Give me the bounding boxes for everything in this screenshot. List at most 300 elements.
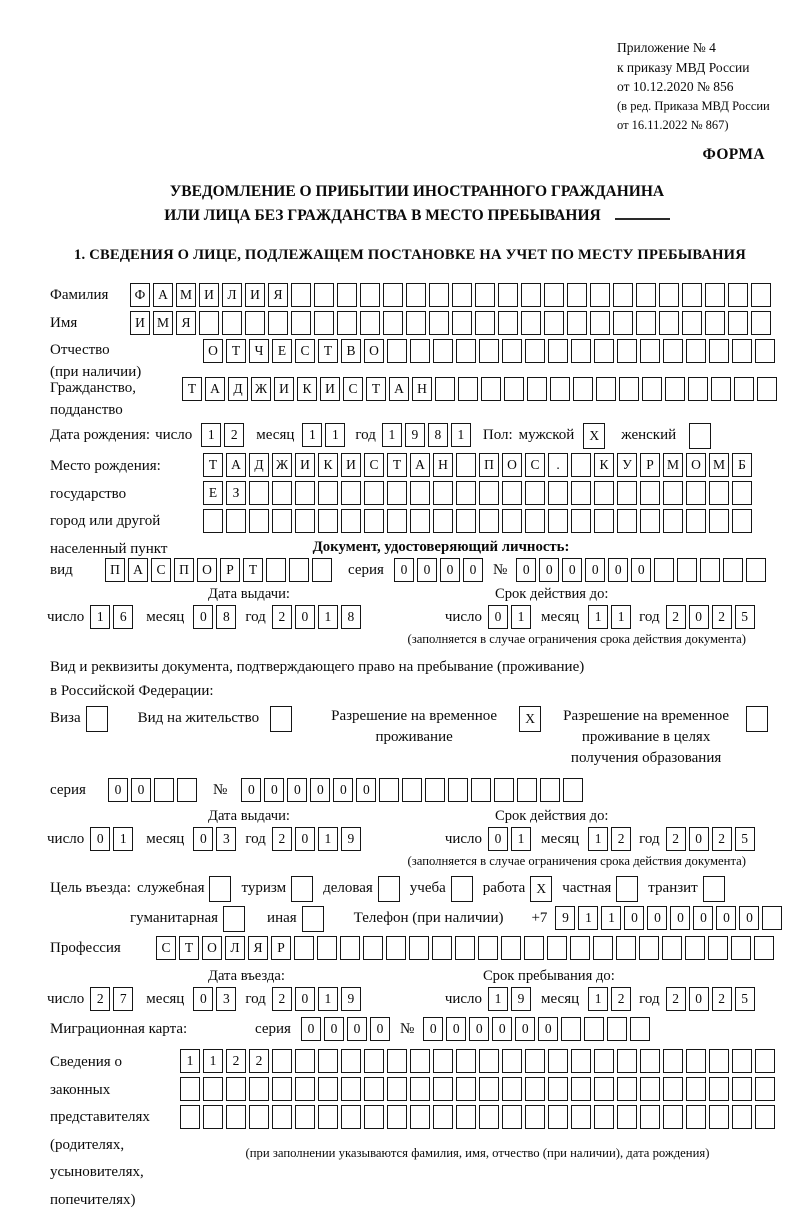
char-box[interactable] <box>659 311 679 335</box>
char-box[interactable] <box>751 283 771 307</box>
char-box[interactable]: С <box>156 936 176 960</box>
char-box[interactable]: 0 <box>131 778 151 802</box>
char-box[interactable] <box>340 936 360 960</box>
char-box[interactable]: 2 <box>90 987 110 1011</box>
char-box[interactable] <box>709 481 729 505</box>
checkbox-cell[interactable]: X <box>530 876 552 902</box>
char-box[interactable] <box>410 1077 430 1101</box>
char-box[interactable]: П <box>479 453 499 477</box>
char-box[interactable]: 2 <box>272 605 292 629</box>
char-box[interactable] <box>501 936 521 960</box>
char-box[interactable]: 2 <box>666 605 686 629</box>
checkbox-cell[interactable] <box>451 876 473 902</box>
char-box[interactable] <box>525 1105 545 1129</box>
char-box[interactable] <box>429 311 449 335</box>
char-box[interactable] <box>594 1049 614 1073</box>
char-box[interactable]: 9 <box>341 987 361 1011</box>
char-box[interactable] <box>540 778 560 802</box>
char-box[interactable] <box>363 936 383 960</box>
char-box[interactable]: 0 <box>585 558 605 582</box>
char-box[interactable]: И <box>199 283 219 307</box>
char-box[interactable] <box>709 1049 729 1073</box>
char-box[interactable] <box>268 311 288 335</box>
char-box[interactable] <box>563 778 583 802</box>
char-box[interactable] <box>567 311 587 335</box>
char-box[interactable] <box>364 1049 384 1073</box>
char-box[interactable]: 1 <box>511 605 531 629</box>
char-box[interactable] <box>456 481 476 505</box>
char-box[interactable] <box>590 311 610 335</box>
char-box[interactable] <box>410 509 430 533</box>
char-box[interactable]: 1 <box>611 605 631 629</box>
char-box[interactable] <box>341 1077 361 1101</box>
char-box[interactable]: Н <box>412 377 432 401</box>
char-box[interactable]: 0 <box>716 906 736 930</box>
char-box[interactable] <box>525 339 545 363</box>
char-box[interactable] <box>471 778 491 802</box>
char-box[interactable]: 9 <box>555 906 575 930</box>
char-box[interactable] <box>502 1077 522 1101</box>
char-box[interactable]: 0 <box>295 987 315 1011</box>
checkbox-cell[interactable] <box>291 876 313 902</box>
char-box[interactable]: 0 <box>488 827 508 851</box>
char-box[interactable] <box>295 1077 315 1101</box>
char-box[interactable] <box>364 481 384 505</box>
char-box[interactable] <box>295 1105 315 1129</box>
char-box[interactable] <box>312 558 332 582</box>
char-box[interactable] <box>455 936 475 960</box>
char-box[interactable]: Л <box>225 936 245 960</box>
char-box[interactable] <box>272 509 292 533</box>
char-box[interactable] <box>317 936 337 960</box>
char-box[interactable]: 0 <box>90 827 110 851</box>
char-box[interactable] <box>548 339 568 363</box>
checkbox-cell[interactable] <box>703 876 725 902</box>
char-box[interactable]: 0 <box>689 827 709 851</box>
char-box[interactable] <box>456 1105 476 1129</box>
char-box[interactable]: 1 <box>201 423 221 447</box>
char-box[interactable] <box>755 1049 775 1073</box>
char-box[interactable]: Я <box>248 936 268 960</box>
char-box[interactable]: М <box>153 311 173 335</box>
char-box[interactable] <box>456 453 476 477</box>
char-box[interactable]: Д <box>249 453 269 477</box>
char-box[interactable] <box>456 1077 476 1101</box>
char-box[interactable] <box>654 558 674 582</box>
char-box[interactable]: С <box>295 339 315 363</box>
char-box[interactable] <box>571 339 591 363</box>
char-box[interactable] <box>387 1105 407 1129</box>
char-box[interactable]: 2 <box>224 423 244 447</box>
char-box[interactable] <box>594 481 614 505</box>
char-box[interactable]: 2 <box>712 987 732 1011</box>
checkbox-cell[interactable] <box>746 706 768 732</box>
char-box[interactable]: 2 <box>611 827 631 851</box>
char-box[interactable]: Т <box>243 558 263 582</box>
char-box[interactable]: 0 <box>463 558 483 582</box>
char-box[interactable] <box>199 311 219 335</box>
char-box[interactable] <box>448 778 468 802</box>
char-box[interactable]: 1 <box>318 987 338 1011</box>
char-box[interactable] <box>548 509 568 533</box>
char-box[interactable] <box>617 1049 637 1073</box>
char-box[interactable] <box>272 1049 292 1073</box>
char-box[interactable]: А <box>205 377 225 401</box>
char-box[interactable] <box>594 1077 614 1101</box>
char-box[interactable] <box>504 377 524 401</box>
char-box[interactable]: 1 <box>382 423 402 447</box>
char-box[interactable]: 0 <box>689 605 709 629</box>
char-box[interactable] <box>203 509 223 533</box>
char-box[interactable] <box>295 1049 315 1073</box>
char-box[interactable] <box>291 311 311 335</box>
char-box[interactable] <box>266 558 286 582</box>
char-box[interactable] <box>387 481 407 505</box>
char-box[interactable] <box>732 339 752 363</box>
char-box[interactable] <box>478 936 498 960</box>
char-box[interactable] <box>617 339 637 363</box>
char-box[interactable] <box>479 1049 499 1073</box>
char-box[interactable]: Т <box>179 936 199 960</box>
char-box[interactable] <box>686 481 706 505</box>
char-box[interactable]: 1 <box>90 605 110 629</box>
char-box[interactable] <box>732 1049 752 1073</box>
char-box[interactable]: А <box>153 283 173 307</box>
char-box[interactable] <box>544 283 564 307</box>
char-box[interactable]: 0 <box>324 1017 344 1041</box>
char-box[interactable] <box>550 377 570 401</box>
char-box[interactable] <box>705 283 725 307</box>
char-box[interactable]: С <box>151 558 171 582</box>
char-box[interactable]: 2 <box>712 605 732 629</box>
char-box[interactable]: 2 <box>272 827 292 851</box>
char-box[interactable] <box>383 311 403 335</box>
char-box[interactable] <box>341 481 361 505</box>
char-box[interactable]: М <box>709 453 729 477</box>
char-box[interactable] <box>502 481 522 505</box>
char-box[interactable]: 0 <box>295 605 315 629</box>
char-box[interactable] <box>665 377 685 401</box>
char-box[interactable]: Я <box>176 311 196 335</box>
char-box[interactable] <box>728 311 748 335</box>
char-box[interactable] <box>754 936 774 960</box>
char-box[interactable]: О <box>364 339 384 363</box>
char-box[interactable] <box>318 1077 338 1101</box>
char-box[interactable]: 0 <box>539 558 559 582</box>
char-box[interactable]: П <box>174 558 194 582</box>
char-box[interactable]: Е <box>272 339 292 363</box>
char-box[interactable]: 2 <box>666 987 686 1011</box>
char-box[interactable] <box>203 1105 223 1129</box>
char-box[interactable] <box>272 481 292 505</box>
char-box[interactable] <box>571 509 591 533</box>
char-box[interactable]: 0 <box>193 987 213 1011</box>
char-box[interactable]: 0 <box>310 778 330 802</box>
char-box[interactable] <box>570 936 590 960</box>
char-box[interactable] <box>640 339 660 363</box>
char-box[interactable] <box>456 339 476 363</box>
char-box[interactable]: П <box>105 558 125 582</box>
char-box[interactable]: 0 <box>693 906 713 930</box>
checkbox-cell[interactable]: X <box>519 706 541 732</box>
char-box[interactable]: 1 <box>203 1049 223 1073</box>
char-box[interactable] <box>456 1049 476 1073</box>
char-box[interactable]: 0 <box>624 906 644 930</box>
char-box[interactable]: С <box>364 453 384 477</box>
char-box[interactable] <box>479 1105 499 1129</box>
char-box[interactable] <box>662 936 682 960</box>
char-box[interactable] <box>452 283 472 307</box>
char-box[interactable] <box>364 1105 384 1129</box>
char-box[interactable]: 1 <box>578 906 598 930</box>
char-box[interactable]: 0 <box>488 605 508 629</box>
char-box[interactable] <box>433 1105 453 1129</box>
char-box[interactable]: 0 <box>301 1017 321 1041</box>
char-box[interactable] <box>571 453 591 477</box>
char-box[interactable] <box>521 283 541 307</box>
char-box[interactable] <box>410 481 430 505</box>
char-box[interactable] <box>456 509 476 533</box>
char-box[interactable]: 1 <box>451 423 471 447</box>
char-box[interactable] <box>571 481 591 505</box>
char-box[interactable]: В <box>341 339 361 363</box>
checkbox-cell[interactable] <box>378 876 400 902</box>
char-box[interactable] <box>494 778 514 802</box>
char-box[interactable]: 1 <box>318 827 338 851</box>
char-box[interactable] <box>479 339 499 363</box>
char-box[interactable]: И <box>245 283 265 307</box>
char-box[interactable]: 1 <box>588 605 608 629</box>
char-box[interactable]: 1 <box>511 827 531 851</box>
char-box[interactable]: Я <box>268 283 288 307</box>
char-box[interactable]: 0 <box>647 906 667 930</box>
char-box[interactable] <box>458 377 478 401</box>
char-box[interactable] <box>433 1077 453 1101</box>
char-box[interactable]: И <box>341 453 361 477</box>
char-box[interactable]: К <box>297 377 317 401</box>
checkbox-cell[interactable] <box>270 706 292 732</box>
char-box[interactable]: 0 <box>356 778 376 802</box>
char-box[interactable]: 2 <box>712 827 732 851</box>
char-box[interactable]: Л <box>222 283 242 307</box>
char-box[interactable]: 0 <box>440 558 460 582</box>
char-box[interactable] <box>341 1105 361 1129</box>
char-box[interactable]: С <box>343 377 363 401</box>
char-box[interactable] <box>386 936 406 960</box>
char-box[interactable] <box>613 283 633 307</box>
char-box[interactable] <box>731 936 751 960</box>
char-box[interactable]: 8 <box>216 605 236 629</box>
char-box[interactable]: З <box>226 481 246 505</box>
char-box[interactable]: А <box>389 377 409 401</box>
char-box[interactable] <box>686 509 706 533</box>
char-box[interactable] <box>663 509 683 533</box>
char-box[interactable] <box>616 936 636 960</box>
char-box[interactable]: 2 <box>226 1049 246 1073</box>
char-box[interactable]: 0 <box>193 827 213 851</box>
char-box[interactable]: Р <box>220 558 240 582</box>
char-box[interactable] <box>686 1077 706 1101</box>
char-box[interactable] <box>732 509 752 533</box>
char-box[interactable]: 0 <box>108 778 128 802</box>
char-box[interactable] <box>410 339 430 363</box>
char-box[interactable] <box>203 1077 223 1101</box>
char-box[interactable] <box>226 1105 246 1129</box>
char-box[interactable] <box>571 1049 591 1073</box>
char-box[interactable]: 1 <box>588 827 608 851</box>
char-box[interactable] <box>548 1105 568 1129</box>
char-box[interactable]: 0 <box>347 1017 367 1041</box>
char-box[interactable] <box>548 1049 568 1073</box>
char-box[interactable]: Т <box>366 377 386 401</box>
char-box[interactable]: . <box>548 453 568 477</box>
char-box[interactable] <box>636 311 656 335</box>
char-box[interactable] <box>295 481 315 505</box>
char-box[interactable]: 9 <box>405 423 425 447</box>
char-box[interactable]: 1 <box>601 906 621 930</box>
char-box[interactable] <box>755 339 775 363</box>
char-box[interactable] <box>429 283 449 307</box>
char-box[interactable] <box>630 1017 650 1041</box>
char-box[interactable] <box>249 1077 269 1101</box>
char-box[interactable]: А <box>128 558 148 582</box>
char-box[interactable] <box>245 311 265 335</box>
char-box[interactable] <box>723 558 743 582</box>
char-box[interactable] <box>639 936 659 960</box>
char-box[interactable]: А <box>226 453 246 477</box>
char-box[interactable] <box>594 509 614 533</box>
char-box[interactable] <box>314 311 334 335</box>
char-box[interactable] <box>567 283 587 307</box>
char-box[interactable] <box>364 509 384 533</box>
char-box[interactable]: Ф <box>130 283 150 307</box>
char-box[interactable] <box>525 1077 545 1101</box>
checkbox-cell[interactable] <box>689 423 711 449</box>
char-box[interactable] <box>613 311 633 335</box>
char-box[interactable]: И <box>320 377 340 401</box>
checkbox-cell[interactable]: X <box>583 423 605 449</box>
char-box[interactable] <box>732 1105 752 1129</box>
char-box[interactable] <box>314 283 334 307</box>
char-box[interactable] <box>502 509 522 533</box>
char-box[interactable] <box>387 1077 407 1101</box>
char-box[interactable] <box>180 1077 200 1101</box>
char-box[interactable]: 0 <box>516 558 536 582</box>
char-box[interactable]: Т <box>387 453 407 477</box>
char-box[interactable] <box>762 906 782 930</box>
char-box[interactable] <box>452 311 472 335</box>
char-box[interactable] <box>746 558 766 582</box>
char-box[interactable]: 0 <box>670 906 690 930</box>
char-box[interactable]: 0 <box>689 987 709 1011</box>
char-box[interactable]: 0 <box>538 1017 558 1041</box>
char-box[interactable] <box>432 936 452 960</box>
char-box[interactable]: О <box>502 453 522 477</box>
char-box[interactable] <box>272 1105 292 1129</box>
char-box[interactable] <box>249 1105 269 1129</box>
char-box[interactable]: Н <box>433 453 453 477</box>
char-box[interactable] <box>379 778 399 802</box>
char-box[interactable] <box>524 936 544 960</box>
char-box[interactable]: 0 <box>264 778 284 802</box>
char-box[interactable] <box>295 509 315 533</box>
char-box[interactable] <box>318 509 338 533</box>
char-box[interactable] <box>755 1077 775 1101</box>
char-box[interactable] <box>502 339 522 363</box>
char-box[interactable] <box>561 1017 581 1041</box>
char-box[interactable] <box>360 311 380 335</box>
char-box[interactable]: 0 <box>193 605 213 629</box>
char-box[interactable] <box>479 481 499 505</box>
char-box[interactable] <box>617 509 637 533</box>
char-box[interactable] <box>364 1077 384 1101</box>
char-box[interactable]: 5 <box>735 605 755 629</box>
char-box[interactable] <box>640 1105 660 1129</box>
char-box[interactable] <box>688 377 708 401</box>
char-box[interactable] <box>548 1077 568 1101</box>
char-box[interactable] <box>593 936 613 960</box>
char-box[interactable] <box>272 1077 292 1101</box>
char-box[interactable] <box>387 509 407 533</box>
char-box[interactable] <box>590 283 610 307</box>
char-box[interactable] <box>502 1049 522 1073</box>
char-box[interactable] <box>700 558 720 582</box>
char-box[interactable] <box>406 311 426 335</box>
char-box[interactable]: 2 <box>666 827 686 851</box>
char-box[interactable]: И <box>274 377 294 401</box>
char-box[interactable] <box>517 778 537 802</box>
char-box[interactable]: С <box>525 453 545 477</box>
char-box[interactable]: 9 <box>511 987 531 1011</box>
char-box[interactable]: Т <box>318 339 338 363</box>
char-box[interactable] <box>663 481 683 505</box>
char-box[interactable]: О <box>203 339 223 363</box>
char-box[interactable]: 0 <box>295 827 315 851</box>
char-box[interactable]: 7 <box>113 987 133 1011</box>
char-box[interactable] <box>594 339 614 363</box>
char-box[interactable] <box>435 377 455 401</box>
char-box[interactable]: 0 <box>394 558 414 582</box>
char-box[interactable] <box>709 509 729 533</box>
char-box[interactable]: 2 <box>272 987 292 1011</box>
char-box[interactable]: О <box>686 453 706 477</box>
char-box[interactable] <box>751 311 771 335</box>
char-box[interactable] <box>318 1049 338 1073</box>
char-box[interactable]: 1 <box>325 423 345 447</box>
char-box[interactable] <box>571 1077 591 1101</box>
char-box[interactable]: Т <box>226 339 246 363</box>
char-box[interactable] <box>755 1105 775 1129</box>
char-box[interactable] <box>249 481 269 505</box>
char-box[interactable]: 3 <box>216 827 236 851</box>
char-box[interactable] <box>573 377 593 401</box>
char-box[interactable] <box>387 1049 407 1073</box>
char-box[interactable]: 0 <box>370 1017 390 1041</box>
char-box[interactable] <box>402 778 422 802</box>
char-box[interactable] <box>709 1105 729 1129</box>
char-box[interactable]: Ж <box>251 377 271 401</box>
char-box[interactable] <box>341 1049 361 1073</box>
char-box[interactable] <box>433 481 453 505</box>
char-box[interactable] <box>640 481 660 505</box>
char-box[interactable] <box>663 1077 683 1101</box>
char-box[interactable] <box>544 311 564 335</box>
char-box[interactable]: А <box>410 453 430 477</box>
char-box[interactable] <box>433 509 453 533</box>
char-box[interactable] <box>425 778 445 802</box>
char-box[interactable]: 5 <box>735 827 755 851</box>
char-box[interactable] <box>640 1049 660 1073</box>
